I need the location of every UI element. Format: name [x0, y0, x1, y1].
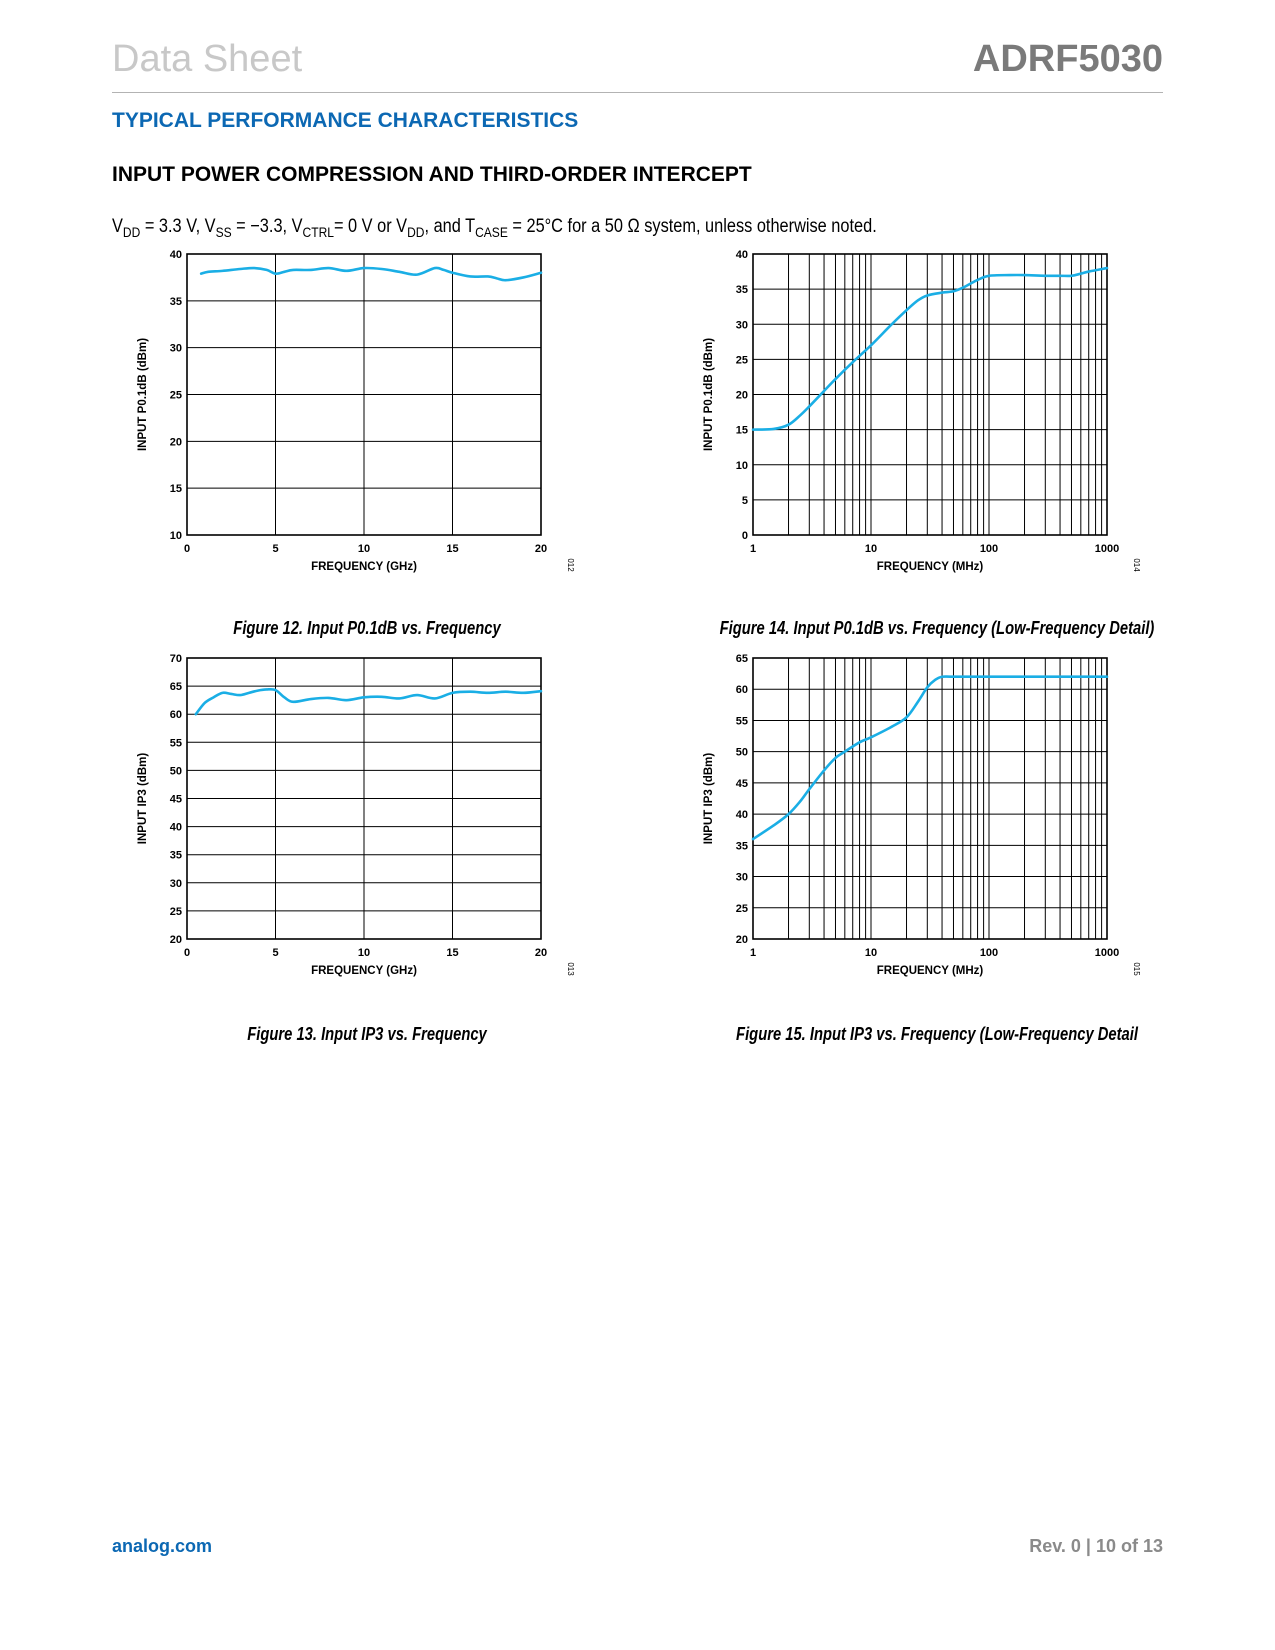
caption-fig15: Figure 15. Input IP3 vs. Frequency (Low-Frequency Detail [736, 1024, 1138, 1044]
y-tick-label: 20 [169, 934, 182, 946]
footer-website-link[interactable]: analog.com [112, 1536, 213, 1556]
y-tick-label: 25 [169, 905, 182, 918]
plot-frame [753, 658, 1107, 939]
y-tick-label: 60 [735, 684, 748, 697]
cond-vdd: V [112, 216, 123, 237]
chart-fig14 [696, 248, 1171, 608]
y-axis-label: INPUT IP3 (dBm) [137, 752, 149, 845]
y-tick-label: 25 [735, 354, 748, 367]
header-doc-type: Data Sheet [112, 38, 303, 80]
header-divider [112, 92, 1163, 93]
x-tick-label: 10 [357, 543, 371, 555]
chart-fig13 [130, 652, 605, 1012]
y-tick-label: 55 [735, 715, 748, 728]
y-axis-label: INPUT IP3 (dBm) [703, 752, 715, 845]
x-tick-label: 20 [534, 947, 548, 959]
y-tick-label: 35 [169, 295, 182, 308]
header-part-number: ADRF5030 [972, 38, 1163, 80]
y-tick-label: 25 [735, 902, 748, 915]
y-axis-label: INPUT P0.1dB (dBm) [137, 337, 149, 452]
series-line [196, 689, 541, 714]
y-tick-label: 50 [169, 765, 182, 778]
x-tick-label: 10 [357, 947, 371, 959]
y-tick-label: 30 [735, 871, 748, 884]
y-tick-label: 5 [741, 494, 748, 507]
y-tick-label: 60 [169, 709, 182, 722]
footer-page-info: Rev. 0 | 10 of 13 [1029, 1536, 1163, 1556]
y-tick-label: 15 [735, 424, 748, 437]
x-tick-label: 1 [749, 543, 757, 555]
chart-fig15 [696, 652, 1171, 1012]
y-tick-label: 65 [169, 681, 182, 694]
series-line [753, 268, 1107, 430]
y-tick-label: 20 [169, 436, 182, 449]
y-tick-label: 40 [169, 821, 182, 834]
caption-fig14: Figure 14. Input P0.1dB vs. Frequency (Low-Frequency Detail) [719, 618, 1155, 638]
figure-code: 013 [566, 962, 575, 976]
y-tick-label: 40 [735, 249, 748, 261]
y-tick-label: 55 [169, 737, 182, 750]
x-tick-label: 100 [979, 543, 999, 555]
y-tick-label: 0 [741, 530, 748, 542]
cond-text-1: = 3.3 V, V [140, 216, 216, 237]
y-tick-label: 30 [735, 319, 748, 332]
x-tick-label: 5 [272, 543, 279, 555]
y-tick-label: 15 [169, 483, 182, 496]
x-tick-label: 15 [446, 947, 459, 959]
y-tick-label: 30 [169, 342, 182, 355]
y-tick-label: 50 [735, 746, 748, 759]
y-tick-label: 65 [735, 653, 748, 665]
y-axis-label: INPUT P0.1dB (dBm) [703, 337, 715, 452]
cond-tcase-sub: CASE [475, 224, 508, 240]
y-tick-label: 20 [735, 934, 748, 946]
x-axis-label: FREQUENCY (MHz) [876, 965, 984, 977]
y-tick-label: 10 [169, 530, 182, 542]
subsection-title: INPUT POWER COMPRESSION AND THIRD-ORDER INTERCEPT [112, 163, 752, 186]
series-line [753, 676, 1107, 839]
cond-vdd-sub: DD [122, 224, 141, 240]
x-axis-label: FREQUENCY (MHz) [876, 561, 984, 573]
cond-text-4: , and T [424, 216, 476, 237]
figure-code: 014 [1132, 558, 1141, 572]
caption-fig12: Figure 12. Input P0.1dB vs. Frequency [233, 618, 501, 638]
x-tick-label: 100 [979, 947, 999, 959]
cond-text-3: = 0 V or V [333, 216, 408, 237]
series-line [201, 268, 541, 280]
figure-code: 012 [566, 558, 575, 572]
x-tick-label: 1 [749, 947, 757, 959]
x-axis-label: FREQUENCY (GHz) [311, 561, 417, 573]
y-tick-label: 45 [735, 777, 748, 790]
x-tick-label: 20 [534, 543, 548, 555]
x-tick-label: 0 [183, 947, 191, 959]
x-tick-label: 1000 [1094, 947, 1120, 959]
y-tick-label: 35 [169, 849, 182, 862]
y-tick-label: 40 [735, 809, 748, 822]
cond-text-5: = 25°C for a 50 Ω system, unless otherwise noted. [507, 216, 877, 237]
figure-code: 015 [1132, 962, 1141, 976]
section-title: TYPICAL PERFORMANCE CHARACTERISTICS [112, 109, 579, 132]
test-conditions [112, 216, 877, 238]
x-tick-label: 1000 [1094, 543, 1120, 555]
y-tick-label: 30 [169, 877, 182, 890]
x-tick-label: 10 [864, 543, 878, 555]
y-tick-label: 35 [735, 284, 748, 297]
y-tick-label: 45 [169, 793, 182, 806]
x-tick-label: 10 [864, 947, 878, 959]
y-tick-label: 10 [735, 459, 748, 472]
x-tick-label: 15 [446, 543, 459, 555]
chart-fig12 [130, 248, 605, 608]
caption-fig13: Figure 13. Input IP3 vs. Frequency [247, 1024, 487, 1044]
x-axis-label: FREQUENCY (GHz) [311, 965, 417, 977]
y-tick-label: 70 [169, 653, 182, 665]
x-tick-label: 5 [272, 947, 279, 959]
y-tick-label: 40 [169, 249, 182, 261]
y-tick-label: 35 [735, 840, 748, 853]
y-tick-label: 20 [735, 389, 748, 402]
cond-vctrl-sub: CTRL [302, 224, 334, 240]
cond-text-2: = −3.3, V [231, 216, 303, 237]
x-tick-label: 0 [183, 543, 191, 555]
y-tick-label: 25 [169, 389, 182, 402]
cond-vss-sub: SS [215, 224, 232, 240]
cond-vdd2-sub: DD [407, 224, 425, 240]
